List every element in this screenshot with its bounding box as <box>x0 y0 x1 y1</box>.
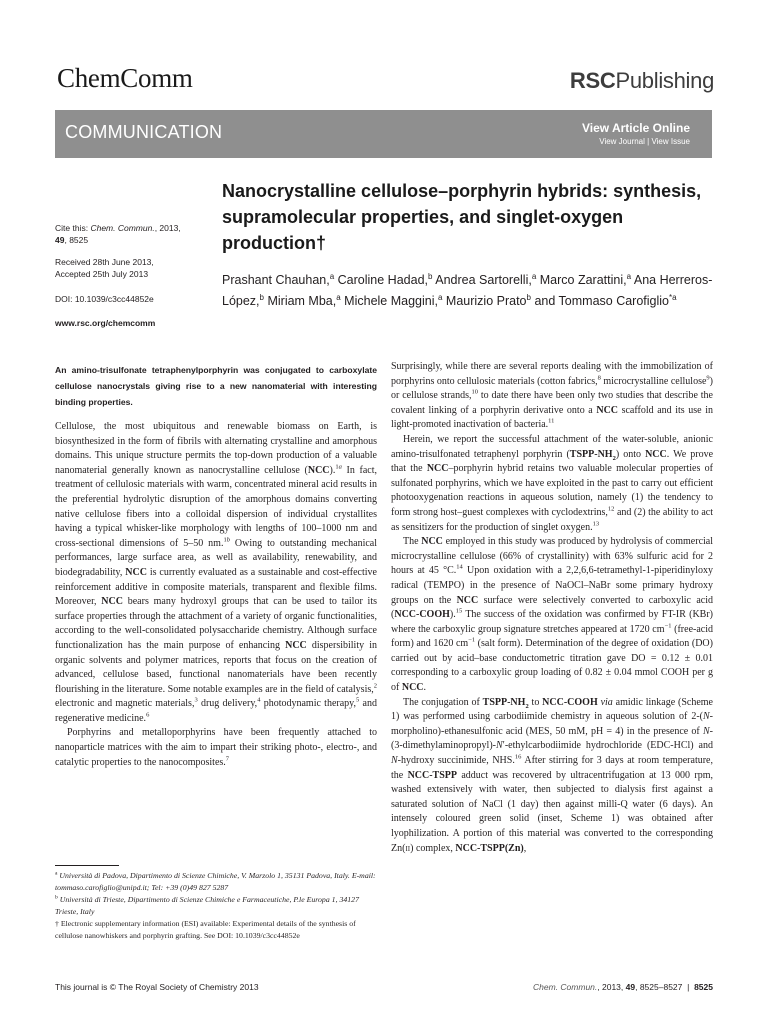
article-type: COMMUNICATION <box>65 122 223 142</box>
abstract: An amino-trisulfonate tetraphenylporphyrin was conjugated to carboxylate cellulose nanocrystals giving rise to a new nanomaterial with interesting binding properties. <box>55 365 377 407</box>
view-journal-link[interactable]: View Journal <box>599 137 645 146</box>
author-affil: a <box>329 272 335 281</box>
doi: DOI: 10.1039/c3cc44852e <box>55 294 154 304</box>
article-type-band <box>55 110 712 158</box>
author-affil: *a <box>669 293 677 303</box>
journal-url[interactable]: www.rsc.org/chemcomm <box>55 318 156 328</box>
author: Michele Maggini, <box>344 294 438 309</box>
cite-journal: Chem. Commun. <box>90 223 155 233</box>
footer-year: , 2013, <box>597 982 624 992</box>
publisher-logo-bold: RSC <box>569 68 616 93</box>
author-affil: a <box>437 293 443 303</box>
footer-volume: 49 <box>625 982 636 992</box>
cite-this <box>55 222 205 246</box>
page-number: 8525 <box>694 982 713 992</box>
footer-journal: Chem. Commun. <box>533 982 598 992</box>
footer-copyright: This journal is © The Royal Society of Chemistry 2013 <box>55 982 259 992</box>
author: Ana Herreros-López, <box>222 273 713 309</box>
view-article-online-link[interactable]: View Article Online <box>581 121 690 135</box>
author: Marco Zarattini, <box>539 273 627 288</box>
article-title: Nanocrystalline cellulose–porphyrin hybrids: synthesis, supramolecular properties, and singlet-oxygen production† <box>222 181 702 253</box>
body-column-right: Surprisingly, while there are several reports dealing with the immobilization of porphyrins onto cellulosic materials (cotton fabrics,$^8$ microcrystalline cellulose$^9$) or cellulose strands,$^{10}$ to date there have been only two studies that describe the covalent linking of a porphyrin derivative onto a NCC scaffold and its use in light-promoted inactivation of bacteria.$^{11}$ Herein, we report the successful attachment of the water-soluble, anionic amino-trisulfonated tetraphenyl porphyrin $(TSPP-NH_2)$ onto NCC. We prove that the NCC–porphyrin hybrid retains two valuable molecular properties of sulfonated porphyrins, which we have exploited in the past to carry out efficient photooxygenation reactions in aqueous solution, namely (1) the tendency to form strong host–guest complexes with cyclodextrins,$^{12}$ and (2) the ability to act as sensitizers for the production of singlet oxygen.$^{13}$ The NCC employed in this study was produced by hydrolysis of commercial microcrystalline cellulose (66% of crystallinity) with 63% sulfuric acid for 2 hours at 45 °C.$^{14}$ Upon oxidation with a 2,2,6,6-tetramethyl-1-piperidinyloxy radical (TEMPO) in the presence of NaOCl–NaBr some primary hydroxy groups on the NCC surface were selectively converted to carboxylic acid (NCC-COOH).$^{15}$ The success of the oxidation was confirmed by FT-IR (KBr) where the carboxylic group signature stretches appeared at 1720 $cm^{-1}$ (free-acid form) and 1620 $cm^{-1}$ (salt form). Determination of the degree of oxidation (DO) carried out by acid–base conductometric titration gave DO = 0.12 ± 0.01 corresponding to a carboxylic group loading of 0.82 ± 0.04 mmol COOH per g of NCC. The conjugation of TSPP-$NH_2$ to NCC-COOH via amidic linkage (Scheme 1) was performed using carbodiimide chemistry in aqueous solution of 2-(N-morpholino)-ethanesulfonic acid (MES, 50 mM, pH = 4) in the presence of N-(3-dimethylaminopropyl)-N′-ethylcarbodiimide hydrochloride (EDC-HCl) and N-hydroxy succinimide, NHS.$^{16}$ After stirring for 3 days at room temperature, the NCC-TSPP adduct was recovered by ultracentrifugation at 13 000 rpm, washed extensively with water, then subjected to dialysis first against a saturated solution of NaCl (1 day) then against milli-Q water (6 days). An intensely coloured green solid (inset, Scheme 1) was obtained after lyophilization. A portion of this material was converted to the corresponding Zn(ii) complex, NCC-TSPP(Zn), <box>391 361 714 854</box>
footnotes <box>55 870 377 942</box>
publisher-logo <box>570 68 714 94</box>
footer-pages: , 8525–8527 <box>635 982 683 992</box>
footnote-a: $^a$ Università di Padova, Dipartimento di Scienze Chimiche, V. Marzolo 1, 35131 Padova, Italy. E-mail: tommaso.carofiglio@unipd.it; Tel: +39 (0)49 827 5287 <box>55 870 376 892</box>
author: Andrea Sartorelli, <box>435 273 532 288</box>
received-date: Received 28th June 2013, <box>55 257 154 267</box>
author-affil: b <box>526 293 531 303</box>
author-affil: b <box>259 293 264 303</box>
publisher-logo-rest: Publishing <box>615 68 714 93</box>
author-affil: b <box>428 272 433 281</box>
author: Caroline Hadad, <box>337 273 428 288</box>
cite-label: Cite this: <box>55 223 89 233</box>
footnote-esi: † Electronic supplementary information (ESI) available: Experimental details of the synthesis of cellulose nanowhiskers and porphyrin grafting. See DOI: 10.1039/c3cc44852e <box>55 919 356 940</box>
cite-year: , 2013, <box>154 223 181 233</box>
author-list <box>222 268 722 310</box>
footnote-a-text: Università di Padova, Dipartimento di Scienze Chimiche, V. Marzolo 1, 35131 Padova, Italy. E-mail: tommaso.carofiglio@unipd.it; Tel: +39 (0)49 827 5287 <box>55 871 376 892</box>
footer-separator: | <box>687 982 690 992</box>
author-affil: a <box>531 272 537 281</box>
author: Prashant Chauhan, <box>222 273 330 288</box>
journal-links <box>599 137 690 146</box>
journal-name: ChemComm <box>57 63 193 93</box>
author: Miriam Mba, <box>267 294 337 309</box>
footnote-b-text: Università di Trieste, Dipartimento di Scienze Chimiche e Farmaceutiche, P.le Europa 1, 34127 Trieste, Italy <box>55 895 359 916</box>
footnote-rule <box>55 865 119 866</box>
view-issue-link[interactable]: View Issue <box>651 137 690 146</box>
link-separator: | <box>647 137 650 146</box>
footer-citation <box>533 982 713 992</box>
author-affil: a <box>626 272 632 281</box>
author: and Tommaso Carofiglio <box>534 294 669 309</box>
body-column-left: Cellulose, the most ubiquitous and renewable biomass on Earth, is biosynthesized in the form of fibrils with alternating crystalline and amorphous domains. This unique structure permits the top-down production of a valuable nanomaterial generally known as nanocrystalline cellulose (NCC).$^{1a}$ In fact, treatment of cellulosic materials with warm, concentrated mineral acid results in the preferential hydrolytic disruption of the amorphous domains converting native cellulose fibers into a colloidal dispersion of individual crystallites having a typical whisker-like morphology with lengths of 100–1000 nm and cross-sectional dimensions of 5–50 nm.$^{1b}$ Owing to outstanding mechanical performances, large surface area, as well as availability, renewability, and biodegradability, NCC is currently evaluated as a sustainable and cost-effective reinforcement additive in composite materials, transparent and flexible films. Moreover, NCC bears many hydroxyl groups that can be used to tailor its surface properties through the attachment of a variety of organic functionalities, according to the well-consolidated polysaccharide chemistry. Although surface functionalization has the main purpose of enhancing NCC dispersibility in organic solvents and polymer matrices, reports that focus on the creation of advanced, cellulose based, functional nanomaterials have been recently flourishing in the literature. Some notable examples are in the field of catalysis,$^2$ electronic and magnetic materials,$^3$ drug delivery,$^4$ photodynamic therapy,$^5$ and regenerative medicine.$^6$ Porphyrins and metalloporphyrins have been frequently attached to nanoparticle matrices with the aim to impart their striking photo-, electro-, and catalytic properties to the nanocomposites.$^7$ <box>55 421 377 768</box>
footnote-b: $^b$ Università di Trieste, Dipartimento di Scienze Chimiche e Farmaceutiche, P.le Europa 1, 34127 Trieste, Italy <box>55 894 359 916</box>
cite-volume: 49 <box>55 235 65 245</box>
dates <box>55 256 205 280</box>
cite-page: , 8525 <box>64 235 89 245</box>
author-affil: a <box>336 293 341 303</box>
accepted-date: Accepted 25th July 2013 <box>55 269 149 279</box>
author: Maurizio Prato <box>445 294 527 309</box>
